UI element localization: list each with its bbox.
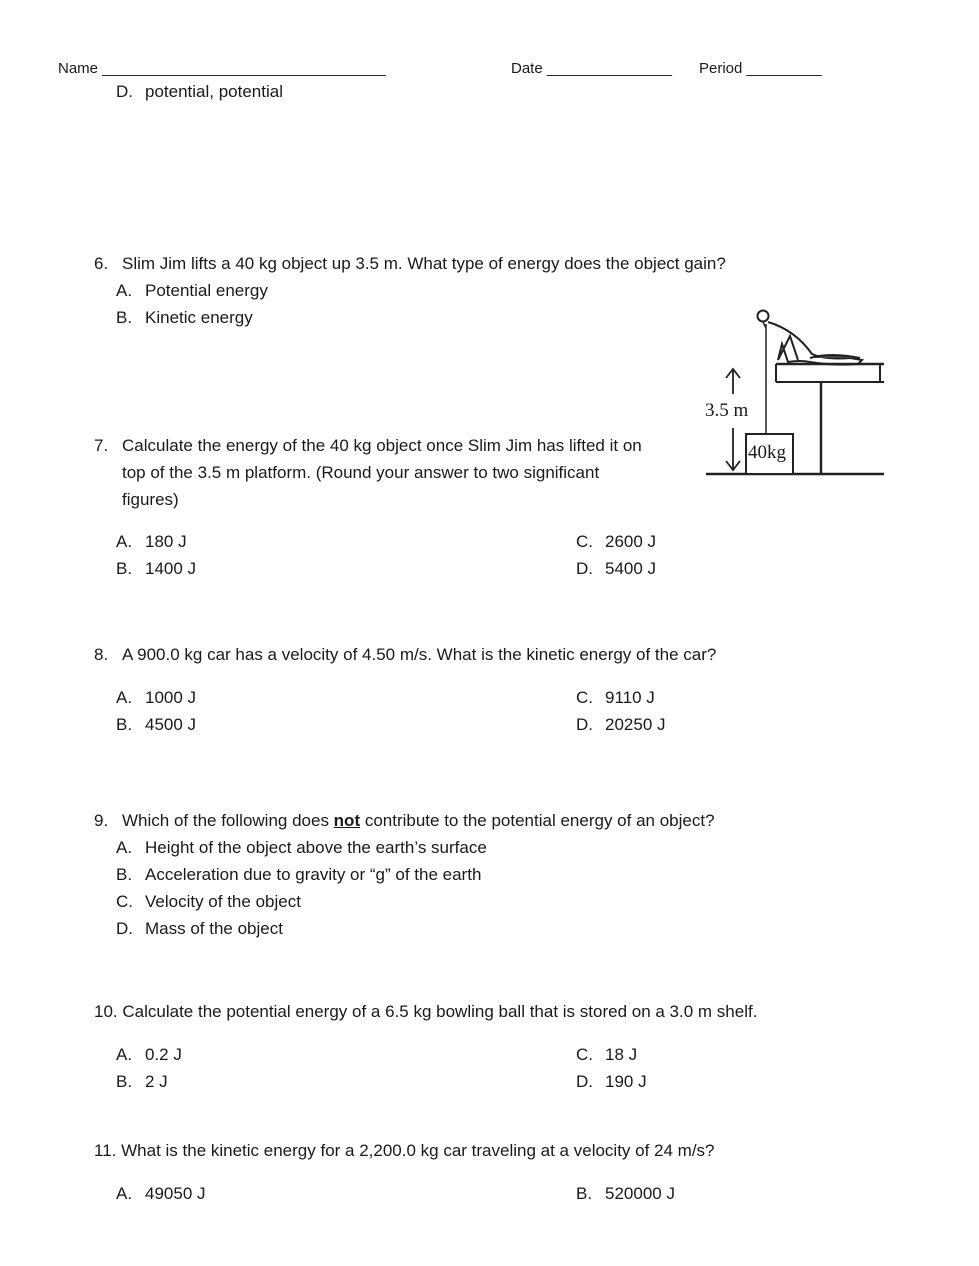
option-letter: B. <box>116 865 133 884</box>
q11-option-b[interactable] <box>576 1184 675 1204</box>
option-letter: C. <box>116 892 133 911</box>
option-letter: A. <box>116 688 133 707</box>
date-field-label[interactable]: Date _______________ <box>511 60 672 77</box>
question-number: 7. <box>94 436 109 455</box>
option-text: 180 J <box>145 532 187 551</box>
option-text: 18 J <box>605 1045 638 1064</box>
question-number: 8. <box>94 645 109 664</box>
q7-option-d[interactable] <box>576 559 656 579</box>
q9-option-c[interactable] <box>116 892 301 912</box>
option-text: Height of the object above the earth’s surface <box>145 838 487 857</box>
option-text: Kinetic energy <box>145 308 253 327</box>
question-text-before: Which of the following does <box>122 811 334 830</box>
option-letter: A. <box>116 838 133 857</box>
option-text: 49050 J <box>145 1184 206 1203</box>
lift-diagram <box>700 302 890 482</box>
option-letter: D. <box>116 82 133 101</box>
option-text: Potential energy <box>145 281 268 300</box>
q6-option-a[interactable] <box>116 281 268 301</box>
question-9 <box>94 811 715 831</box>
person-figure <box>768 322 862 365</box>
period-field-label[interactable]: Period _________ <box>699 60 822 77</box>
question-text: A 900.0 kg car has a velocity of 4.50 m/s. What is the kinetic energy of the car? <box>122 645 717 664</box>
option-letter: D. <box>116 919 133 938</box>
q7-option-b[interactable] <box>116 559 196 579</box>
q10-option-b[interactable] <box>116 1072 168 1092</box>
lift-diagram-svg <box>700 302 890 482</box>
q8-option-c[interactable] <box>576 688 655 708</box>
option-letter: D. <box>576 715 593 734</box>
question-number: 6. <box>94 254 109 273</box>
option-text: 20250 J <box>605 715 666 734</box>
pulley-wheel <box>758 311 769 322</box>
question-11 <box>94 1141 715 1161</box>
option-letter: A. <box>116 1045 133 1064</box>
option-letter: A. <box>116 281 133 300</box>
q11-option-a[interactable] <box>116 1184 206 1204</box>
question-text: What is the kinetic energy for a 2,200.0 kg car traveling at a velocity of 24 m/s? <box>121 1141 715 1160</box>
q8-option-b[interactable] <box>116 715 196 735</box>
question-6 <box>94 254 726 274</box>
q10-option-c[interactable] <box>576 1045 637 1065</box>
option-text: 4500 J <box>145 715 197 734</box>
carryover-option-d <box>116 82 283 102</box>
question-7-line3: figures) <box>122 490 179 509</box>
option-text: 1400 J <box>145 559 197 578</box>
option-text: 520000 J <box>605 1184 675 1203</box>
option-letter: C. <box>576 688 593 707</box>
option-letter: B. <box>116 715 133 734</box>
question-text: Slim Jim lifts a 40 kg object up 3.5 m. What type of energy does the object gain? <box>122 254 726 273</box>
option-letter: B. <box>116 308 133 327</box>
option-text: Mass of the object <box>145 919 283 938</box>
name-field-label[interactable]: Name __________________________________ <box>58 60 386 77</box>
person-body <box>810 355 860 358</box>
option-letter: B. <box>116 1072 133 1091</box>
option-text: Velocity of the object <box>145 892 301 911</box>
option-letter: C. <box>576 532 593 551</box>
option-letter: C. <box>576 1045 593 1064</box>
option-text: Acceleration due to gravity or “g” of the earth <box>145 865 482 884</box>
q10-option-d[interactable] <box>576 1072 647 1092</box>
height-label: 3.5 m <box>705 400 749 421</box>
option-letter: B. <box>576 1184 593 1203</box>
question-number: 10. <box>94 1002 118 1021</box>
option-text: 190 J <box>605 1072 647 1091</box>
question-text: Calculate the potential energy of a 6.5 kg bowling ball that is stored on a 3.0 m shelf. <box>122 1002 758 1021</box>
option-letter: A. <box>116 532 133 551</box>
question-number: 11. <box>94 1141 117 1160</box>
q6-option-b[interactable] <box>116 308 253 328</box>
option-text: 5400 J <box>605 559 657 578</box>
question-text-emphasis: not <box>333 811 361 830</box>
q10-option-a[interactable] <box>116 1045 182 1065</box>
q7-option-a[interactable] <box>116 532 187 552</box>
question-number: 9. <box>94 811 109 830</box>
q9-option-b[interactable] <box>116 865 481 885</box>
option-text: 2 J <box>145 1072 168 1091</box>
q7-option-c[interactable] <box>576 532 656 552</box>
option-text: 0.2 J <box>145 1045 182 1064</box>
question-7 <box>94 436 642 456</box>
option-letter: D. <box>576 559 593 578</box>
question-text-line1: Calculate the energy of the 40 kg object once Slim Jim has lifted it on <box>122 436 642 455</box>
option-letter: D. <box>576 1072 593 1091</box>
question-7-line2: top of the 3.5 m platform. (Round your answer to two significant <box>122 463 600 482</box>
mass-label: 40kg <box>748 442 786 463</box>
option-letter: B. <box>116 559 133 578</box>
question-10 <box>94 1002 757 1022</box>
question-8 <box>94 645 716 665</box>
question-text-after: contribute to the potential energy of an object? <box>360 811 715 830</box>
option-text: potential, potential <box>145 82 283 101</box>
q8-option-d[interactable] <box>576 715 666 735</box>
option-text: 2600 J <box>605 532 657 551</box>
option-text: 1000 J <box>145 688 197 707</box>
q9-option-d[interactable] <box>116 919 283 939</box>
option-letter: A. <box>116 1184 133 1203</box>
q8-option-a[interactable] <box>116 688 196 708</box>
option-text: 9110 J <box>605 688 655 707</box>
q9-option-a[interactable] <box>116 838 487 858</box>
